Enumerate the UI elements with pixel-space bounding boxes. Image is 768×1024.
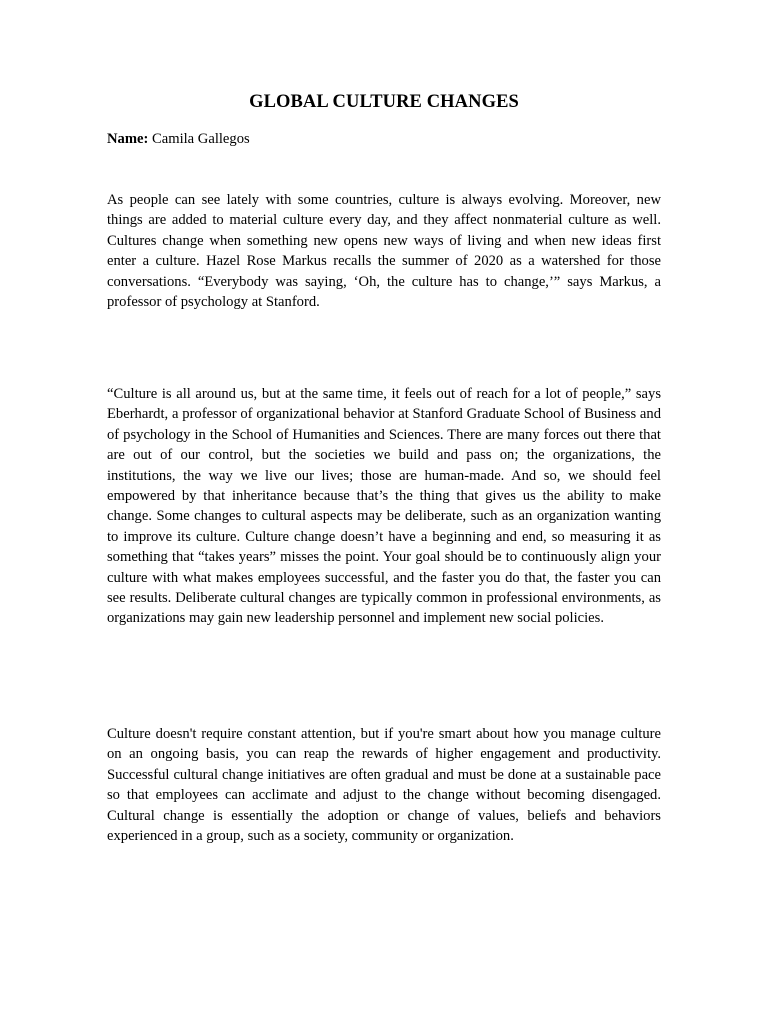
author-name: Camila Gallegos xyxy=(152,131,250,147)
paragraph-2: “Culture is all around us, but at the same time, it feels out of reach for a lot of people,” says Eberhardt, a professor of organizational behavior at Stanford Graduate School of Business and of psychology in the School of Humanities and Sciences. There are many forces out there that are out of our control, but the societies we build and pass on; the organizations, the institutions, the way we live our lives; those are human-made. And so, we should feel empowered by that inheritance because that’s the thing that gives us the ability to make change. Some changes to cultural aspects may be deliberate, such as an organization wanting to improve its culture. Culture change doesn’t have a beginning and end, so measuring it as something that “takes years” misses the point. Your goal should be to continuously align your culture with what makes employees successful, and the faster you do that, the faster you can see results. Deliberate cultural changes are typically common in professional environments, as organizations may gain new leadership personnel and implement new social policies. xyxy=(107,386,661,627)
author-label: Name: xyxy=(107,131,149,147)
paragraph-3: Culture doesn't require constant attention, but if you're smart about how you manage culture on an ongoing basis, you can reap the rewards of higher engagement and productivity. Successful cultural change initiatives are often gradual and must be done at a sustainable pace so that employees can acclimate and adjust to the change without becoming disengaged. Cultural change is essentially the adoption or change of values, beliefs and behaviors experienced in a group, such as a society, community or organization. xyxy=(107,726,661,845)
paragraph-1: As people can see lately with some countries, culture is always evolving. Moreover, new things are added to material culture every day, and they affect nonmaterial culture as well. Cultures change when something new opens new ways of living and when new ideas first enter a culture. Hazel Rose Markus recalls the summer of 2020 as a watershed for those conversations. “Everybody was saying, ‘Oh, the culture has to change,’” says Markus, a professor of psychology at Stanford. xyxy=(107,192,661,311)
document-title: GLOBAL CULTURE CHANGES xyxy=(249,92,519,112)
author-line xyxy=(107,129,250,149)
